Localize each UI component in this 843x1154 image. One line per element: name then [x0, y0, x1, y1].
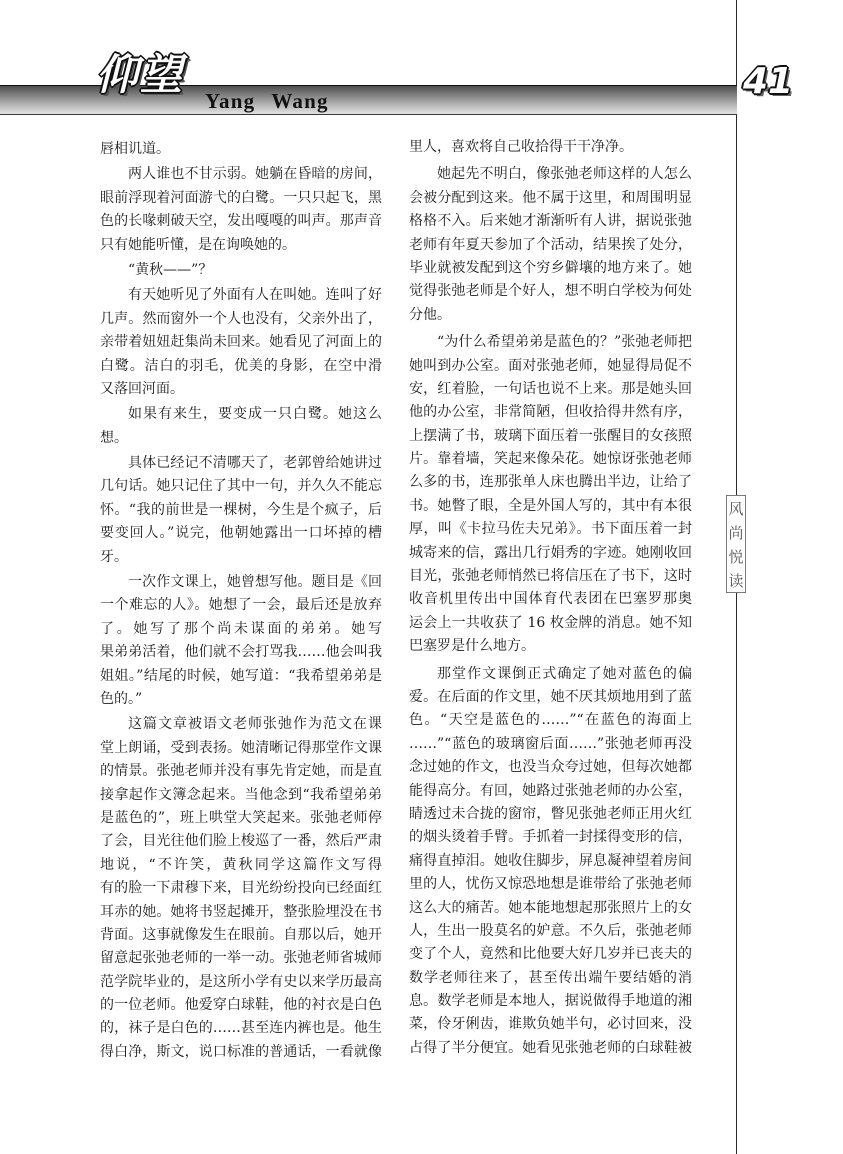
paragraph [100, 571, 382, 711]
text-line: “为什么希望弟弟是蓝色的？”张弛老师把 [437, 334, 692, 351]
text-line: 变了个人，竟然和比他要大好几岁并已丧夫的 [409, 946, 692, 963]
text-line: 菜，伶牙俐齿，谁欺负她半句，必讨回来，没 [409, 1016, 692, 1033]
paragraph [100, 452, 382, 569]
text-line: 觉得张弛老师是个好人，想不明白学校为何处 [409, 283, 692, 300]
text-line: 的情景。张弛老师并没有事先肯定她，而是直 [100, 763, 382, 780]
text-line: 具体已经记不清哪天了，老郭曾给她讲过 [128, 455, 382, 472]
text-line: 睛透过未合拢的窗帘，瞥见张弛老师正用火红 [409, 805, 692, 822]
text-line: 巴塞罗是什么地方。 [409, 638, 535, 655]
text-line: 得白净，斯文，说口标准的普通话，一看就像 [100, 1043, 382, 1060]
text-line: 一次作文课上，她曾想写他。题目是《回 [128, 574, 382, 591]
text-line: 几句话。她只记住了其中一句，并久久不能忘 [100, 478, 382, 495]
text-line: 她叫到办公室。面对张弛老师，她显得局促不 [409, 357, 692, 374]
text-line: 运会上一共收获了 16 枚金牌的消息。她不知 [409, 614, 692, 631]
text-line: 这篇文章被语文老师张弛作为范文在课 [128, 716, 382, 733]
paragraph [100, 713, 382, 1064]
text-line: 她起先不明白，像张弛老师这样的人怎么 [437, 166, 692, 183]
text-line: 么多的书，连那张单人床也腾出半边，让给了 [409, 474, 692, 491]
text-line: 里的人，忧伤又惊恐地想是谁带给了张弛老师 [409, 876, 692, 893]
text-line: 姐姐。”结尾的时候，她写道：“我希望弟弟是 [100, 667, 382, 684]
text-line: 息。数学老师是本地人，据说做得手地道的湘 [409, 993, 692, 1010]
text-line: 念过她的作文，也没当众夸过她，但每次她都 [409, 759, 692, 776]
text-line: 书。她瞥了眼，全是外国人写的，其中有本很 [409, 497, 692, 514]
text-line: 背面。这事就像发生在眼前。自那以后，她开 [100, 926, 382, 943]
text-line: 他的办公室，非常简陋，但收拾得井然有序， [409, 404, 692, 421]
text-line: 这么大的痛苦。她本能地想起那张照片上的女 [409, 899, 692, 916]
text-line: 牙。 [100, 548, 128, 565]
article-column-right [409, 136, 692, 1060]
text-line: 色的长喙刺破天空，发出嘎嘎的叫声。那声音 [100, 213, 382, 230]
text-line: 果弟弟活着，他们就不会打骂我……他会叫我 [100, 644, 382, 661]
text-line: 几声。然而窗外一个人也没有，父亲外出了， [100, 310, 382, 327]
magazine-logo: 仰望 [96, 50, 185, 99]
text-line: 了。她写了那个尚未谋面的弟弟。她写 [100, 620, 382, 637]
text-line: 白鹭。洁白的羽毛，优美的身影，在空中滑 [100, 357, 382, 374]
paragraph [100, 259, 382, 282]
paragraph [100, 138, 382, 161]
text-line: 一个难忘的人》。她想了一会，最后还是放弃 [100, 597, 382, 614]
text-line: 怀。“我的前世是一棵树，今生是个疯子，后 [100, 501, 382, 518]
text-line: 如果有来生，要变成一只白鹭。她这么 [128, 406, 382, 423]
text-line: 的烟头烫着手臂。手抓着一封揉得变形的信， [409, 829, 692, 846]
text-line: 地说，“不许笑，黄秋同学这篇作文写得 [100, 856, 382, 873]
text-line: 有的脸一下肃穆下来，目光纷纷投向已经面红 [100, 880, 382, 897]
text-line: 有天她听见了外面有人在叫她。连叫了好 [128, 287, 382, 304]
text-line: 数学老师往来了，甚至传出端午要结婚的消 [409, 969, 692, 986]
text-line: 收音机里传出中国体育代表团在巴塞罗那奥 [409, 591, 692, 608]
text-line: 里人，喜欢将自己收拾得干干净净。 [409, 139, 633, 155]
text-line: 格格不入。后来她才渐渐听有人讲，据说张弛 [409, 213, 692, 230]
text-line: 接拿起作文簿念起来。当他念到“我希望弟弟 [100, 786, 382, 803]
text-line: “黄秋——”？ [128, 261, 213, 278]
text-line: 占得了半分便宜。她看见张弛老师的白球鞋被 [409, 1039, 692, 1056]
paragraph [100, 163, 382, 257]
text-line: 片。靠着墙，笑起来像朵花。她惊讶张弛老师 [409, 451, 692, 468]
text-line: 亲带着妞妞赶集尚未回来。她看见了河面上的 [100, 334, 382, 351]
section-tab: 风尚悦读 [726, 495, 746, 593]
text-line: 能得高分。有回，她路过张弛老师的办公室， [409, 782, 692, 799]
text-line: 痛得直掉泪。她收住脚步，屏息凝神望着房间 [409, 852, 692, 869]
text-line: 爱。在后面的作文里，她不厌其烦地用到了蓝 [409, 688, 692, 705]
text-line: 耳赤的她。她将书竖起摊开，整张脸埋没在书 [100, 903, 382, 920]
paragraph [100, 403, 382, 450]
text-line: 的一位老师。他爱穿白球鞋，他的衬衣是白色 [100, 997, 382, 1014]
text-line: 分他。 [409, 306, 451, 323]
paragraph [409, 163, 692, 327]
text-line: 的，袜子是白色的……甚至连内裤也是。他生 [100, 1020, 382, 1037]
text-line: 厚，叫《卡拉马佐夫兄弟》。书下面压着一封 [409, 521, 692, 538]
text-line: 留意起张弛老师的一举一动。张弛老师省城师 [100, 950, 382, 967]
text-line: 又落回河面。 [100, 380, 184, 397]
text-line: 上摆满了书，玻璃下面压着一张醒目的女孩照 [409, 427, 692, 444]
text-line: 堂上朗诵，受到表扬。她清晰记得那堂作文课 [100, 739, 382, 756]
paragraph [100, 284, 382, 401]
text-line: 眼前浮现着河面游弋的白鹭。一只只起飞，黑 [100, 189, 382, 206]
text-line: 目光，张弛老师悄然已将信压在了书下，这时 [409, 568, 692, 585]
text-line: 安，红着脸，一句话也说不上来。那是她头回 [409, 380, 692, 397]
paragraph [409, 663, 692, 1061]
text-line: 想。 [100, 429, 128, 446]
article-column-left [100, 138, 382, 1064]
paragraph [409, 136, 692, 159]
text-line: 了会，目光往他们脸上梭巡了一番，然后严肃 [100, 833, 382, 850]
magazine-title: Yang Wang [205, 89, 329, 113]
text-line: 要变回人。”说完，他朝她露出一口坏掉的槽 [100, 525, 382, 542]
text-line: 只有她能听懂，是在询唤她的。 [100, 236, 296, 253]
text-line: ……”“蓝色的玻璃窗后面……”张弛老师再没 [409, 735, 692, 752]
text-line: 色。“天空是蓝色的……”“在蓝色的海面上 [409, 712, 692, 729]
text-line: 人，生出一股莫名的妒意。不久后，张弛老师 [409, 922, 692, 939]
text-line: 老师有年夏天参加了个活动，结果挨了处分， [409, 236, 692, 253]
text-line: 两人谁也不甘示弱。她躺在昏暗的房间， [128, 166, 382, 183]
text-line: 是蓝色的”，班上哄堂大笑起来。张弛老师停 [100, 809, 382, 826]
text-line: 城寄来的信，露出几行娟秀的字迹。她刚收回 [409, 544, 692, 561]
text-line: 会被分配到这来。他不属于这里，和周围明显 [409, 189, 692, 206]
paragraph [409, 331, 692, 658]
text-line: 色的。” [100, 690, 143, 707]
text-line: 毕业就被发配到这个穷乡僻壤的地方来了。她 [409, 259, 692, 276]
text-line: 范学院毕业的，是这所小学有史以来学历最高 [100, 973, 382, 990]
text-line: 唇相讥道。 [100, 141, 170, 157]
text-line: 那堂作文课倒正式确定了她对蓝色的偏 [437, 665, 692, 682]
page-number: 41 [743, 61, 794, 102]
